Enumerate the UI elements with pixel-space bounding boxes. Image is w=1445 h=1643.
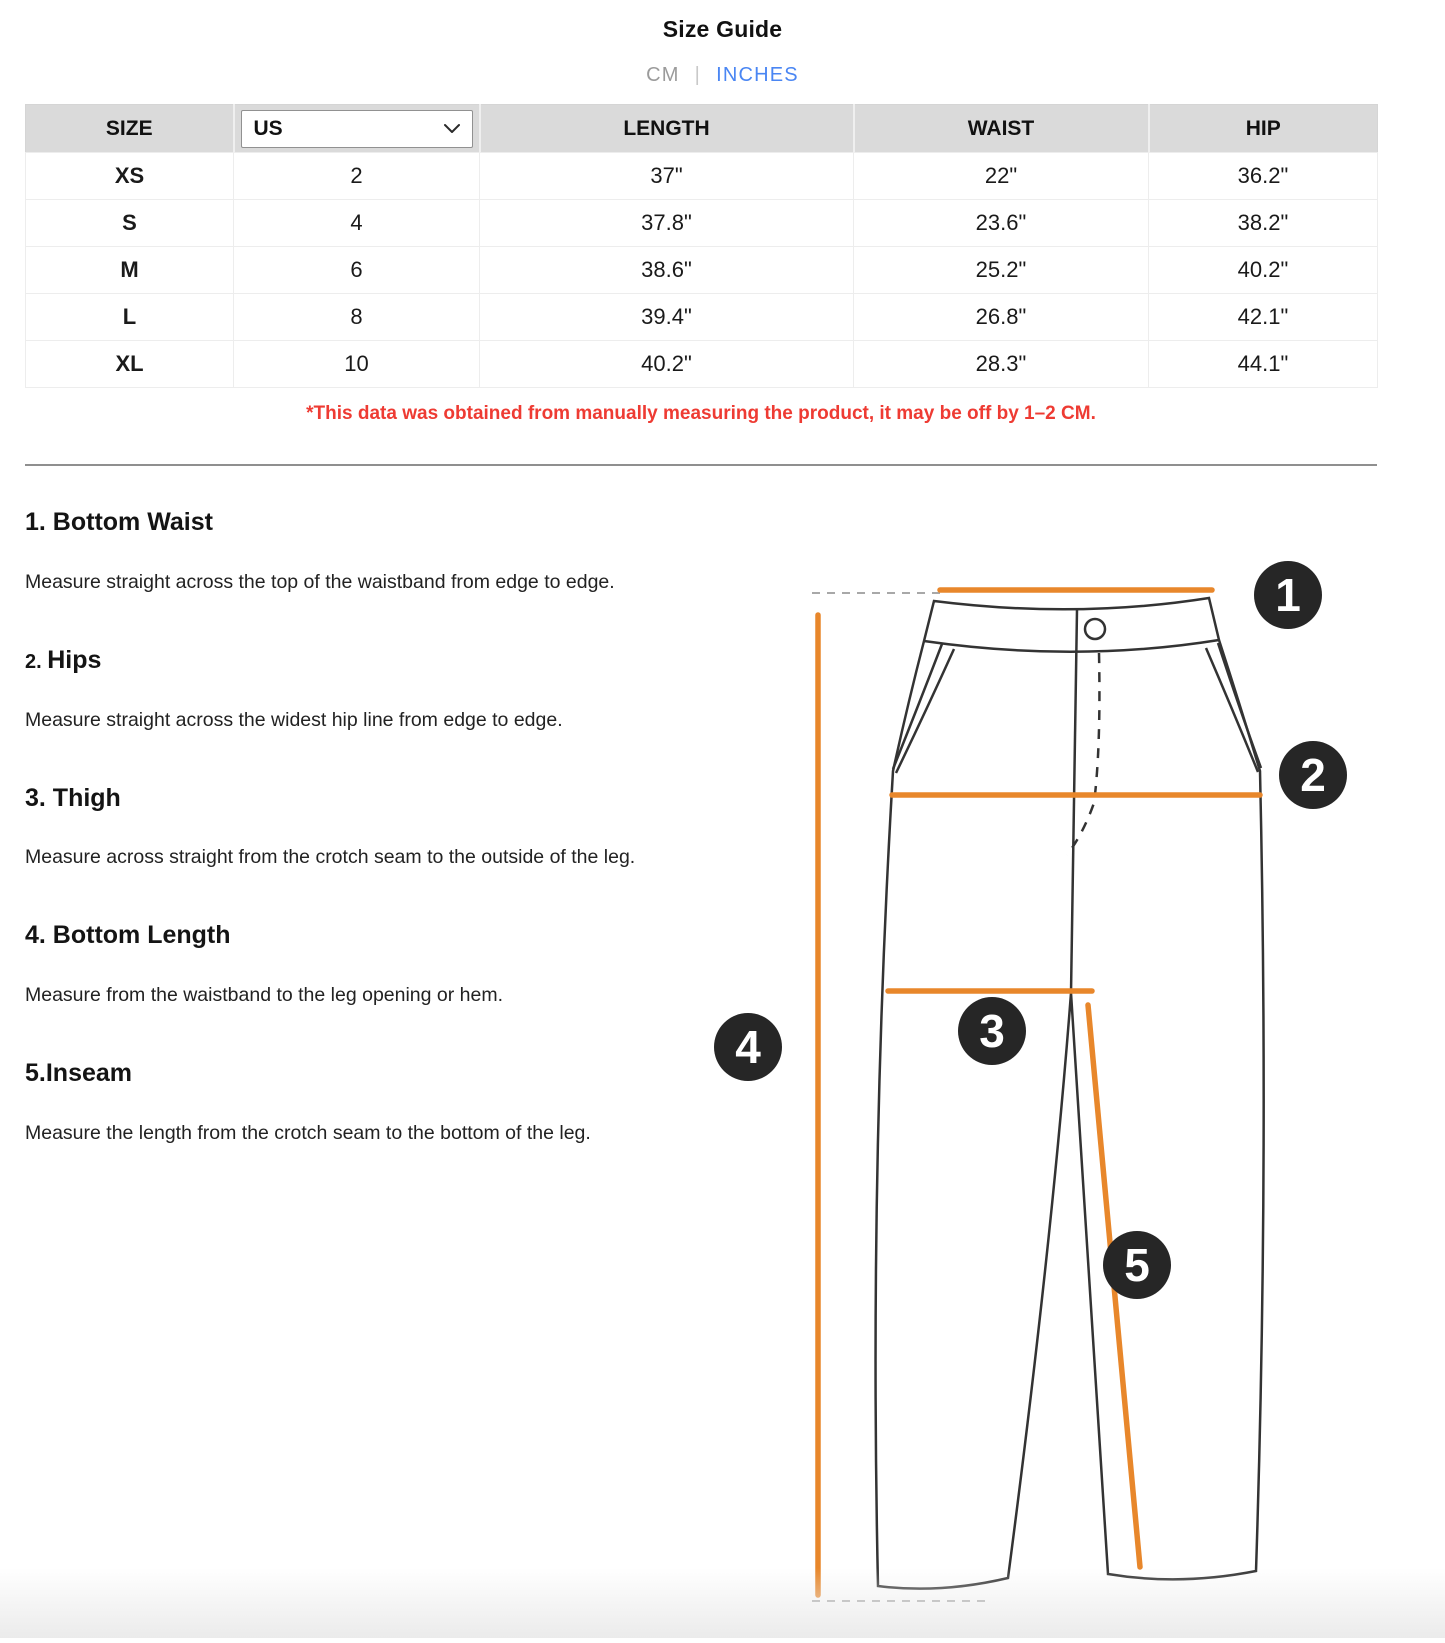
- instruction-title: Bottom Waist: [52, 508, 213, 536]
- table-row-xl: [26, 341, 1378, 388]
- instruction-body: Measure the length from the crotch seam to the bottom of the leg.: [25, 1121, 591, 1144]
- cell-size: XL: [26, 341, 234, 388]
- column-header-size: SIZE: [26, 105, 234, 153]
- instruction-title: Thigh: [52, 783, 121, 812]
- cell-hip: 36.2": [1149, 153, 1378, 200]
- cell-waist: 26.8": [854, 294, 1149, 341]
- table-row-s: [26, 200, 1378, 247]
- instruction-number: 1.: [25, 508, 53, 536]
- instruction-hips: [25, 646, 703, 742]
- cell-us: 8: [234, 294, 480, 341]
- us-region-select[interactable]: [241, 110, 473, 148]
- instruction-heading: [25, 784, 703, 813]
- instruction-thigh: [25, 784, 703, 880]
- cell-waist: 23.6": [854, 200, 1149, 247]
- pants-measurement-diagram: [700, 553, 1360, 1643]
- cell-length: 40.2": [480, 341, 854, 388]
- cell-size: M: [26, 247, 234, 294]
- cell-length: 37.8": [480, 200, 854, 247]
- unit-toggle: [0, 64, 1445, 87]
- instruction-number: 3.: [25, 783, 53, 812]
- badge-5-inseam: [1103, 1231, 1171, 1299]
- instruction-title: Bottom Length: [52, 921, 231, 950]
- instruction-heading: [25, 508, 703, 537]
- cell-hip: 40.2": [1149, 247, 1378, 294]
- svg-text:3: 3: [979, 1005, 1005, 1057]
- cell-hip: 38.2": [1149, 200, 1378, 247]
- cell-size: L: [26, 294, 234, 341]
- cell-length: 38.6": [480, 247, 854, 294]
- cell-us: 4: [234, 200, 480, 247]
- cell-waist: 28.3": [854, 341, 1149, 388]
- column-header-length: LENGTH: [480, 105, 854, 153]
- svg-text:5: 5: [1124, 1239, 1150, 1291]
- cell-us: 10: [234, 341, 480, 388]
- measurement-disclaimer-note: *This data was obtained from manually measuring the product, it may be off by 1–2 CM.: [306, 403, 1096, 424]
- size-table-header-row: [26, 105, 1378, 153]
- instruction-body: Measure from the waistband to the leg opening or hem.: [25, 984, 504, 1006]
- us-region-select-value: US: [253, 116, 283, 140]
- instruction-bottom-waist: [25, 508, 703, 604]
- size-guide-page: [0, 16, 1445, 1638]
- table-row-xs: [26, 153, 1378, 200]
- instruction-number: 5.: [25, 1059, 46, 1087]
- column-header-hip: HIP: [1149, 105, 1378, 153]
- svg-text:2: 2: [1300, 749, 1326, 801]
- unit-toggle-divider: |: [694, 64, 702, 86]
- instruction-body: Measure across straight from the crotch seam to the outside of the leg.: [25, 846, 636, 869]
- instruction-bottom-length: [25, 921, 703, 1017]
- cell-size: XS: [26, 153, 234, 200]
- instruction-inseam: [25, 1059, 703, 1155]
- table-row-m: [26, 247, 1378, 294]
- cell-size: S: [26, 200, 234, 247]
- chevron-down-icon: [443, 123, 461, 134]
- instruction-heading: [25, 646, 703, 675]
- measuring-guide-section: [0, 508, 1445, 1642]
- svg-text:4: 4: [735, 1021, 761, 1073]
- instruction-number: 4.: [25, 921, 53, 950]
- column-header-waist: WAIST: [854, 105, 1149, 153]
- svg-text:1: 1: [1275, 569, 1301, 621]
- badge-3-thigh: [958, 997, 1026, 1065]
- column-header-us: [234, 105, 480, 153]
- cell-waist: 25.2": [854, 247, 1149, 294]
- badge-2-hips: [1279, 741, 1347, 809]
- instruction-title: Hips: [47, 645, 102, 674]
- unit-toggle-cm[interactable]: CM: [646, 64, 680, 86]
- instruction-title: Inseam: [45, 1059, 133, 1087]
- cell-length: 39.4": [480, 294, 854, 341]
- cell-length: 37": [480, 153, 854, 200]
- measuring-instructions: [25, 508, 703, 1155]
- cell-us: 2: [234, 153, 480, 200]
- table-row-l: [26, 294, 1378, 341]
- page-title: Size Guide: [662, 16, 783, 42]
- cell-us: 6: [234, 247, 480, 294]
- pants-outline: [876, 598, 1264, 1589]
- cell-hip: 44.1": [1149, 341, 1378, 388]
- waistband-button: [1085, 619, 1105, 639]
- instruction-body: Measure straight across the widest hip line from edge to edge.: [25, 708, 563, 731]
- badge-1-bottom-waist: [1254, 561, 1322, 629]
- cell-waist: 22": [854, 153, 1149, 200]
- instruction-number: 2.: [25, 650, 48, 673]
- badge-4-bottom-length: [714, 1013, 782, 1081]
- instruction-heading: [25, 921, 703, 950]
- instruction-heading: [25, 1059, 703, 1088]
- unit-toggle-inches[interactable]: INCHES: [716, 64, 799, 86]
- size-table: [25, 104, 1378, 388]
- instruction-body: Measure straight across the top of the waistband from edge to edge.: [25, 570, 615, 593]
- cell-hip: 42.1": [1149, 294, 1378, 341]
- section-divider: [25, 464, 1377, 466]
- pants-silhouette: [876, 598, 1264, 1589]
